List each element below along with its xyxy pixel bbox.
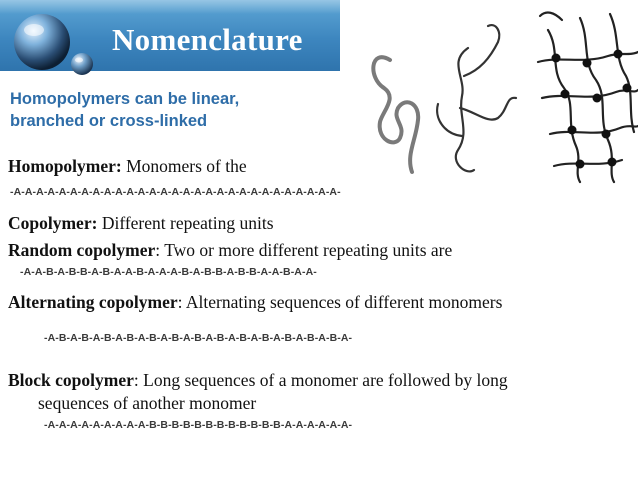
copolymer-desc: Different repeating units bbox=[97, 213, 274, 233]
homopolymer-desc: Monomers of the bbox=[121, 156, 247, 176]
cross-linked-network bbox=[538, 13, 638, 182]
homopolymer-term: Homopolymer: bbox=[8, 156, 122, 176]
alternating-copolymer-term: Alternating copolymer bbox=[8, 292, 178, 312]
alternating-copolymer-sequence: -A-B-A-B-A-B-A-B-A-B-A-B-A-B-A-B-A-B-A-B-A-B-A-B-A-B-A- bbox=[44, 332, 353, 344]
random-copolymer-term: Random copolymer bbox=[8, 240, 156, 260]
logo-spheres-icon bbox=[0, 0, 110, 80]
subtitle bbox=[10, 88, 239, 132]
linear-chain bbox=[373, 57, 418, 172]
branched-chain-branch1 bbox=[464, 25, 499, 76]
block-copolymer-desc-continued: sequences of another monomer bbox=[38, 393, 257, 413]
subtitle-line-1: Homopolymers can be linear, bbox=[10, 90, 240, 108]
network-junction-dots bbox=[552, 50, 632, 169]
branched-chain-branch2 bbox=[460, 98, 516, 120]
copolymer-term: Copolymer: bbox=[8, 213, 98, 233]
alternating-copolymer-desc: : Alternating sequences of different monomers bbox=[177, 292, 503, 312]
random-copolymer-sequence: -A-A-B-A-B-B-A-B-A-A-B-A-A-A-B-A-B-B-A-B-B-A-A-B-A-A- bbox=[20, 266, 317, 278]
random-copolymer-desc: : Two or more different repeating units are bbox=[155, 240, 453, 260]
copolymer-definition bbox=[8, 213, 274, 234]
block-copolymer-definition bbox=[8, 370, 508, 391]
block-copolymer-term: Block copolymer bbox=[8, 370, 134, 390]
polymer-chains-illustration bbox=[340, 0, 638, 185]
slide-title: Nomenclature bbox=[112, 22, 303, 57]
homopolymer-definition bbox=[8, 156, 247, 177]
random-copolymer-definition bbox=[8, 240, 452, 261]
block-copolymer-desc: : Long sequences of a monomer are followed by long bbox=[133, 370, 508, 390]
block-copolymer-sequence: -A-A-A-A-A-A-A-A-A-B-B-B-B-B-B-B-B-B-B-B-B-A-A-A-A-A-A- bbox=[44, 419, 353, 431]
alternating-copolymer-definition bbox=[8, 292, 502, 313]
subtitle-line-2: branched or cross-linked bbox=[10, 112, 208, 130]
branched-chain-branch3 bbox=[437, 104, 462, 136]
homopolymer-sequence: -A-A-A-A-A-A-A-A-A-A-A-A-A-A-A-A-A-A-A-A-A-A-A-A-A-A-A-A-A- bbox=[10, 186, 341, 198]
